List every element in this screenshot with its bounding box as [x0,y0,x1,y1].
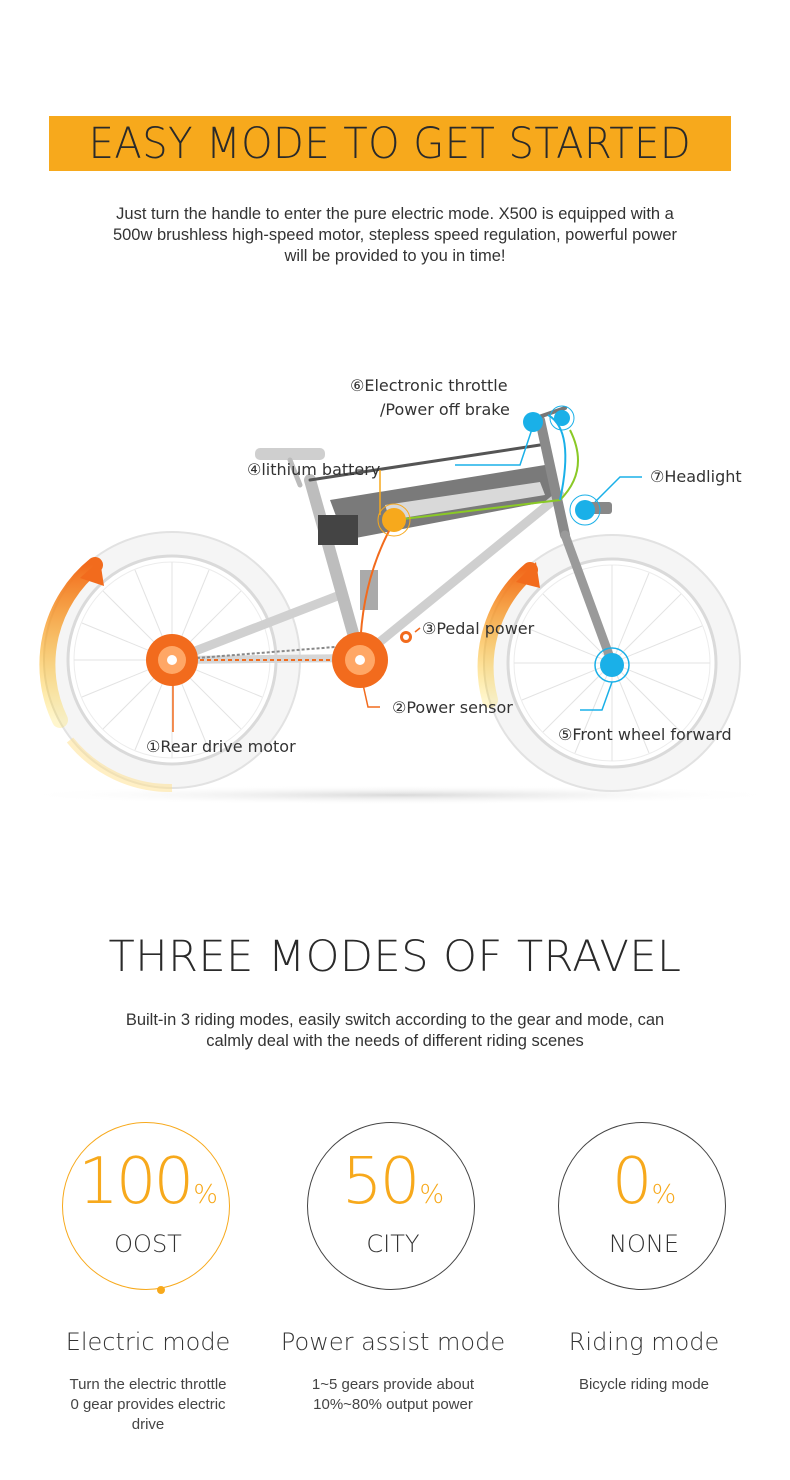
mode-percentage [263,1142,523,1235]
bike-diagram [0,360,790,810]
mode-value: 100 [78,1145,192,1219]
callout-front-wheel: ⑤Front wheel forward [558,725,732,744]
active-dot [157,1286,165,1294]
section-banner [49,116,731,171]
intro-line: will be provided to you in time! [284,247,506,265]
mode-description [38,1375,258,1435]
mode-description [283,1375,503,1415]
intro-text [40,204,750,267]
callout-battery: ④lithium battery [247,460,381,479]
callout-pedal: ③Pedal power [422,619,535,638]
mode-value: 0 [611,1145,650,1219]
intro-line: 500w brushless high-speed motor, stepless speed regulation, powerful power [112,226,678,244]
mode-label: OOST [114,1230,182,1258]
mode-label: CITY [366,1230,420,1258]
pedal-sensor [400,631,412,643]
mode-description-line: Bicycle riding mode [578,1376,710,1393]
mode-name: Power assist mode [280,1328,506,1356]
callout-sensor: ②Power sensor [392,698,513,717]
mode-card-riding [514,1120,774,1450]
mode-description [534,1375,754,1395]
rear-motor [146,634,198,686]
callout-headlight: ⑦Headlight [650,467,742,486]
mode-card-electric [18,1120,278,1450]
front-hub-marker [595,648,629,682]
modes-title: THREE MODES OF TRAVEL [108,932,682,982]
mode-card-power-assist [263,1120,523,1450]
mode-name: Riding mode [568,1328,720,1356]
mode-percentage [514,1142,774,1235]
mode-description-line: 0 gear provides electric [70,1396,226,1413]
crank-motor [332,632,388,688]
mode-unit: % [193,1180,218,1210]
callout-throttle-line1: ⑥Electronic throttle [350,376,508,395]
mode-value: 50 [341,1145,418,1219]
modes-subtitle-line: Built-in 3 riding modes, easily switch according to the gear and mode, can [125,1011,665,1029]
mode-description-line: Turn the electric throttle [69,1376,227,1393]
callout-throttle-line2: /Power off brake [380,400,510,419]
mode-unit: % [651,1180,677,1210]
mode-percentage [18,1142,278,1235]
mode-description-line: 10%~80% output power [313,1396,473,1413]
intro-line: Just turn the handle to enter the pure electric mode. X500 is equipped with a [116,205,674,223]
modes-subtitle [50,1010,740,1052]
ground-shadow [10,785,790,805]
mode-name: Electric mode [65,1328,231,1356]
throttle-marker [523,406,574,432]
modes-subtitle-line: calmly deal with the needs of different riding scenes [206,1032,584,1050]
battery-marker [378,504,410,536]
mode-label: NONE [609,1230,679,1258]
banner-title: EASY MODE TO GET STARTED [88,118,692,169]
mode-description-line: drive [131,1416,165,1433]
mode-description-line: 1~5 gears provide about [311,1376,475,1393]
callout-rear-motor: ①Rear drive motor [146,737,296,756]
mode-unit: % [419,1180,445,1210]
